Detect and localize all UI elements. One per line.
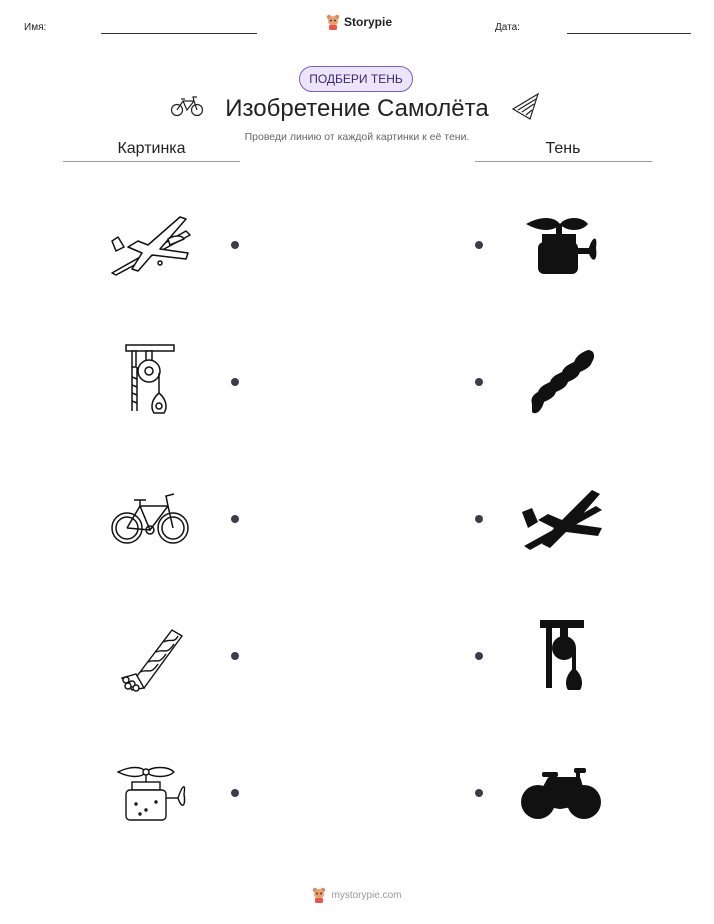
- right-dot-4[interactable]: [475, 652, 483, 660]
- right-dot-5[interactable]: [475, 789, 483, 797]
- column-rule-right: [475, 161, 652, 162]
- left-dot-2[interactable]: [231, 378, 239, 386]
- footer: [0, 887, 714, 903]
- column-header-picture: Картинка: [117, 140, 186, 157]
- bicycle-shadow-icon[interactable]: [520, 766, 604, 822]
- right-dot-1[interactable]: [475, 241, 483, 249]
- date-label: Дата:: [495, 22, 520, 33]
- bear-mascot-footer-icon: [312, 887, 326, 903]
- left-dot-3[interactable]: [231, 515, 239, 523]
- airplane-shadow-icon[interactable]: [520, 488, 604, 550]
- date-field[interactable]: [567, 33, 691, 34]
- propeller-engine-icon[interactable]: [112, 760, 192, 824]
- pulley-shadow-icon[interactable]: [538, 618, 586, 692]
- column-header-shadow: Тень: [545, 140, 581, 157]
- page-title: Изобретение Самолёта: [225, 95, 489, 122]
- bicycle-icon[interactable]: [110, 490, 192, 548]
- right-dot-3[interactable]: [475, 515, 483, 523]
- name-label: Имя:: [24, 22, 47, 33]
- left-dot-5[interactable]: [231, 789, 239, 797]
- brand-name: Storypie: [344, 15, 393, 29]
- pulley-icon[interactable]: [122, 343, 178, 419]
- column-rule-left: [63, 161, 240, 162]
- bear-mascot-icon: [326, 14, 340, 30]
- right-dot-2[interactable]: [475, 378, 483, 386]
- brand-logo: [326, 14, 392, 30]
- left-dot-4[interactable]: [231, 652, 239, 660]
- twisted-rope-icon[interactable]: [114, 618, 188, 692]
- left-dot-1[interactable]: [231, 241, 239, 249]
- twisted-rope-shadow-icon[interactable]: [526, 346, 598, 418]
- airplane-icon[interactable]: [108, 213, 192, 277]
- footer-url[interactable]: mystorypie.com: [331, 889, 402, 901]
- glider-wing-decor-icon: [510, 91, 542, 123]
- propeller-engine-shadow-icon[interactable]: [524, 212, 600, 276]
- instructions: Проведи линию от каждой картинки к её тени.: [244, 131, 470, 143]
- activity-badge: ПОДБЕРИ ТЕНЬ: [299, 66, 413, 92]
- name-field[interactable]: [101, 33, 257, 34]
